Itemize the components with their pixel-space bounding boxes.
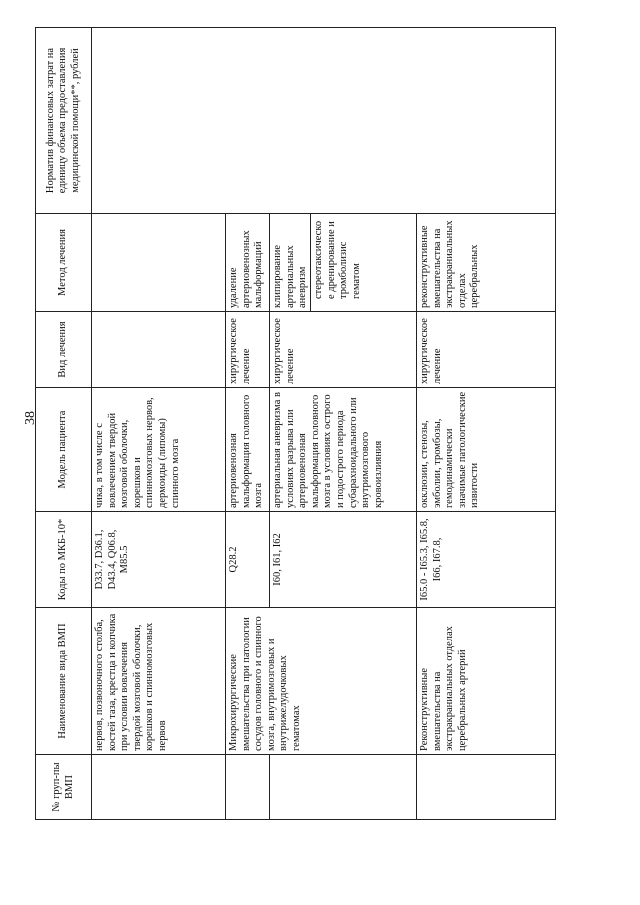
cell-codes: I60, I61, I62 xyxy=(270,512,417,608)
header-model: Модель пациента xyxy=(36,388,92,512)
cell-model: артериовенозная мальформация головного мозга xyxy=(226,388,270,512)
header-name: Наименование вида ВМП xyxy=(36,608,92,755)
cell-kind: хирургическое лечение xyxy=(226,312,270,388)
cell-method: клипирование артериальных аневризм xyxy=(270,214,311,311)
header-codes: Коды по МКБ-10* xyxy=(36,512,92,608)
cell-kind xyxy=(92,312,226,388)
cell-model: артериальная аневризма в условиях разрыва или артериовенозная мальформация головного мозга в условиях острого и подострого периода субарахноидального или внутримозгового кровоизлияния xyxy=(270,388,417,512)
cell-method-secondary: стереотаксическое дренирование и тромболизис гематом xyxy=(313,220,362,299)
cell-codes: Q28.2 xyxy=(226,512,270,608)
cell-method: реконструктивные вмешательства на экстракраниальных отделах церебральных xyxy=(417,214,556,312)
cell-name: Реконструктивные вмешательства на экстракраниальных отделах церебральных артерий xyxy=(417,608,556,755)
cell-model: чика, в том числе с вовлечением твердой мозговой оболочки, корешков и спинномозговых нервов, дермоиды (липомы) спинного мозга xyxy=(92,388,226,512)
header-row xyxy=(36,28,92,820)
vmp-table xyxy=(35,27,556,820)
page-number: 38 xyxy=(23,411,38,425)
cell-group xyxy=(270,755,417,820)
header-norm: Норматив финансовых затрат на единицу объема предоставления медицинской помощи**, рублей xyxy=(36,28,92,214)
cell-kind: хирургическое лечение xyxy=(270,312,417,388)
header-group-no: № груп-пы ВМП xyxy=(36,755,92,820)
cell-method: удаление артериовенозных мальформаций xyxy=(226,214,270,312)
header-kind: Вид лечения xyxy=(36,312,92,388)
cell-norm xyxy=(92,28,556,214)
cell-kind: хирургическое лечение xyxy=(417,312,556,388)
cell-codes: D33.7, D36.1, D43.4, Q06.8, M85.5 xyxy=(92,512,226,608)
cell-group xyxy=(92,755,226,820)
cell-model: окклюзии, стенозы, эмболии, тромбозы, гемодинамически значимые патологические извитости xyxy=(417,388,556,512)
cell-name: нервов, позвоночного столба, костей таза, крестца и копчика при условии вовлечения твердой мозговой оболочки, корешков и спинномозговых нервов xyxy=(92,608,226,755)
cell-group xyxy=(226,755,270,820)
table-row xyxy=(92,28,226,820)
cell-name: Микрохирургические вмешательства при патологии сосудов головного и спинного мозга, внутримозговых и внутрижелудочковых гематомах xyxy=(226,608,417,755)
cell-group xyxy=(417,755,556,820)
header-method: Метод лечения xyxy=(36,214,92,312)
cell-method-split xyxy=(270,214,417,312)
cell-method xyxy=(92,214,226,312)
cell-codes: I65.0 - I65.3, I65.8, I66, I67.8, xyxy=(417,512,556,608)
